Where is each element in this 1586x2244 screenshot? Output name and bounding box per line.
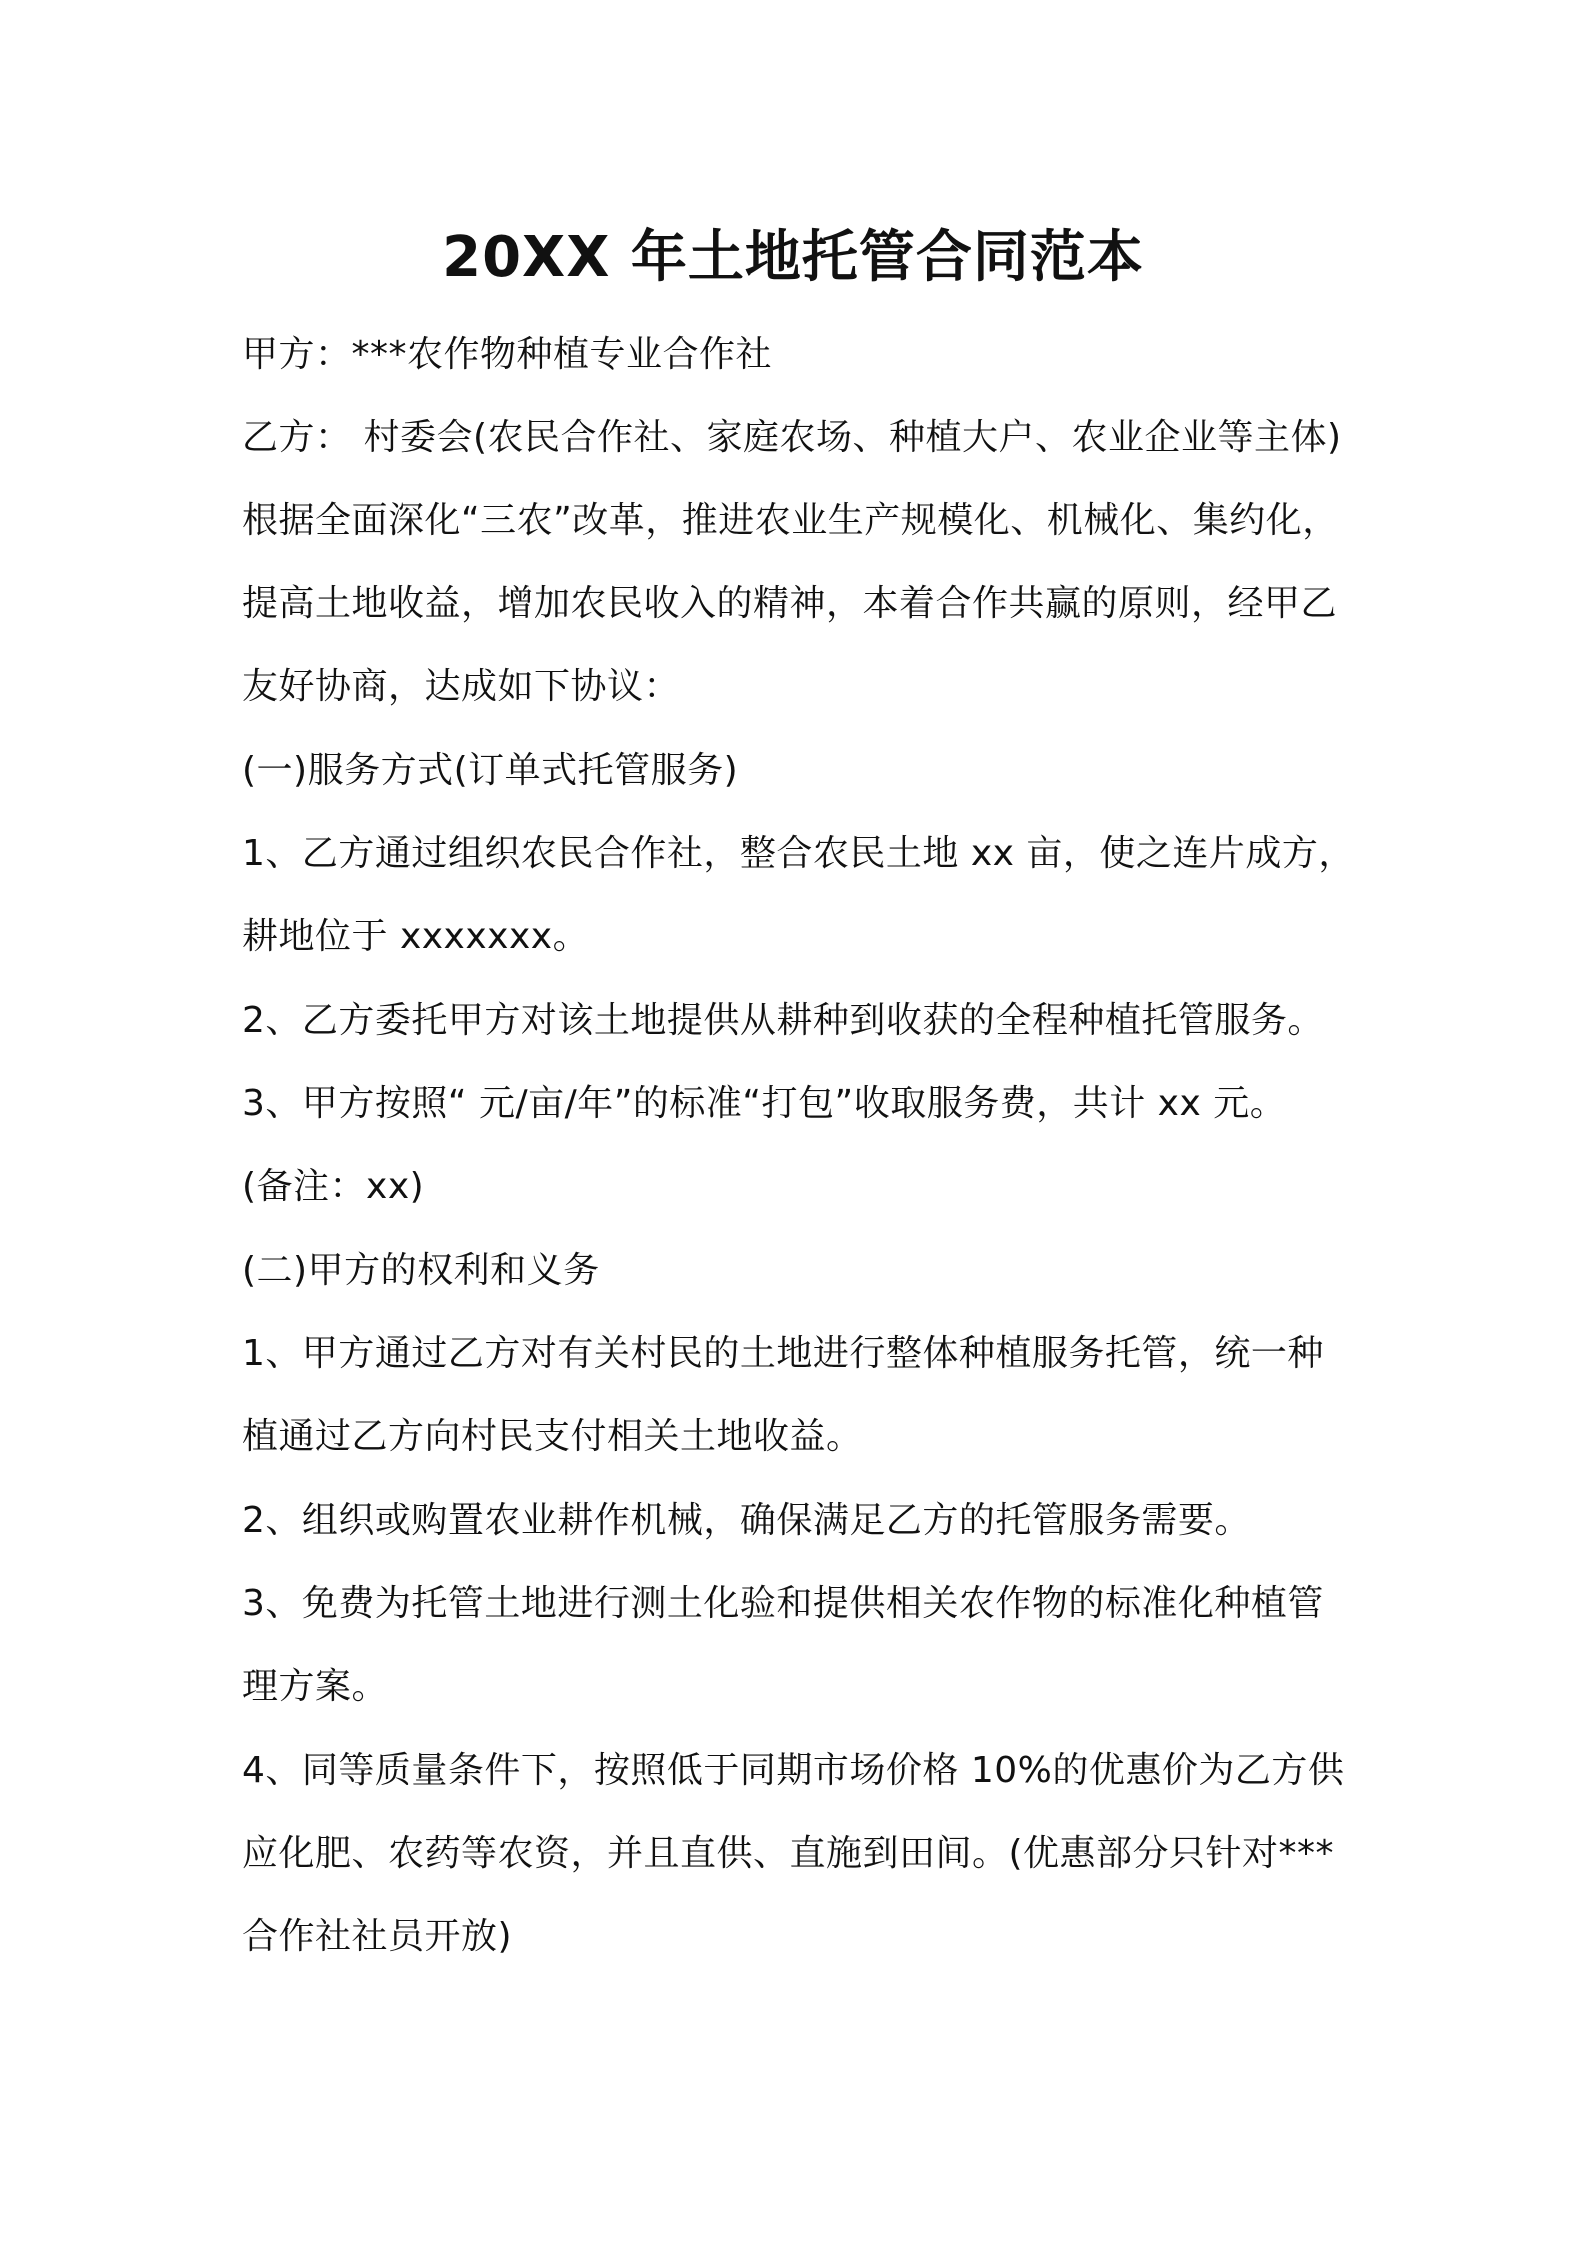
clause-2-1-line-2: 植通过乙方向村民支付相关土地收益。 bbox=[242, 1416, 863, 1457]
clause-2-4-line-2: 应化肥、农药等农资，并且直供、直施到田间。(优惠部分只针对*** bbox=[242, 1833, 1335, 1874]
clause-1-1-line-2: 耕地位于 xxxxxxx。 bbox=[242, 916, 590, 957]
preamble-line-2: 提高土地收益，增加农民收入的精神，本着合作共赢的原则，经甲乙 bbox=[242, 583, 1338, 624]
party-b-line: 乙方： 村委会(农民合作社、家庭农场、种植大户、农业企业等主体) bbox=[242, 417, 1342, 458]
clause-1-note: (备注：xx) bbox=[242, 1166, 425, 1207]
clause-2-3-line-2: 理方案。 bbox=[242, 1666, 389, 1707]
preamble-line-3: 友好协商，达成如下协议： bbox=[242, 666, 681, 707]
section-1-heading: (一)服务方式(订单式托管服务) bbox=[242, 750, 739, 791]
document-title: 20XX 年土地托管合同范本 bbox=[442, 225, 1144, 290]
clause-2-4-line-3: 合作社社员开放) bbox=[242, 1916, 513, 1957]
clause-2-4-line-1: 4、同等质量条件下，按照低于同期市场价格 10%的优惠价为乙方供 bbox=[242, 1750, 1345, 1791]
clause-1-2: 2、乙方委托甲方对该土地提供从耕种到收获的全程种植托管服务。 bbox=[242, 1000, 1324, 1041]
clause-2-3-line-1: 3、免费为托管土地进行测土化验和提供相关农作物的标准化种植管 bbox=[242, 1583, 1324, 1624]
clause-1-1-line-1: 1、乙方通过组织农民合作社，整合农民土地 xx 亩，使之连片成方， bbox=[242, 833, 1355, 874]
clause-2-2: 2、组织或购置农业耕作机械，确保满足乙方的托管服务需要。 bbox=[242, 1500, 1251, 1541]
section-2-heading: (二)甲方的权利和义务 bbox=[242, 1250, 600, 1291]
clause-1-3: 3、甲方按照“ 元/亩/年”的标准“打包”收取服务费，共计 xx 元。 bbox=[242, 1083, 1287, 1124]
party-a-line: 甲方：***农作物种植专业合作社 bbox=[242, 334, 773, 375]
preamble-line-1: 根据全面深化“三农”改革，推进农业生产规模化、机械化、集约化， bbox=[242, 500, 1339, 541]
clause-2-1-line-1: 1、甲方通过乙方对有关村民的土地进行整体种植服务托管，统一种 bbox=[242, 1333, 1324, 1374]
